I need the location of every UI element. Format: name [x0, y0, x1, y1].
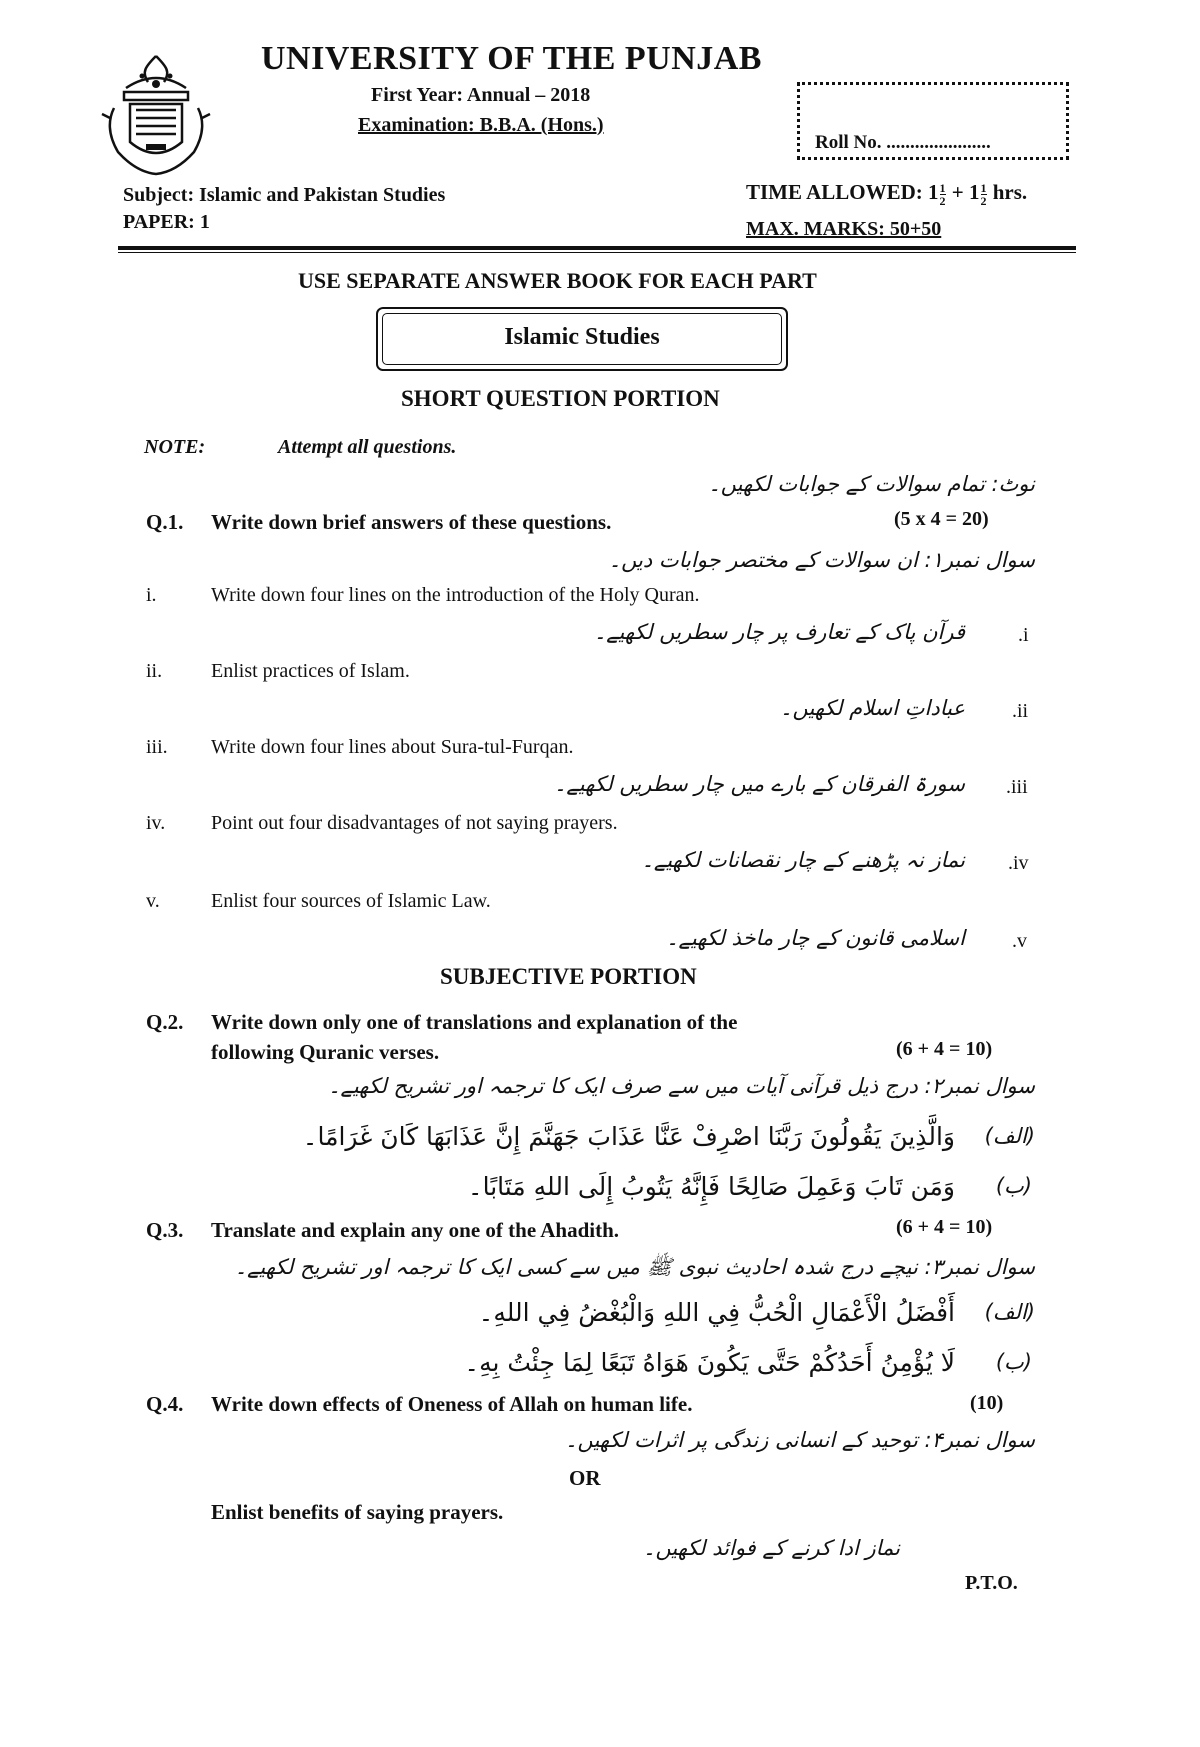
q1-item-1-urdu-num: .i	[1018, 624, 1029, 646]
q2-verse-b-label: (ب)	[995, 1174, 1032, 1198]
q2-verse-a: وَالَّذِينَ يَقُولُونَ رَبَّنَا اصْرِفْ عَنَّا عَذَابَ جَهَنَّمَ إِنَّ عَذَابَهَا كَانَ غَرَامًا۔	[302, 1122, 955, 1151]
q3-hadith-b: لَا يُؤْمِنُ أَحَدُكُمْ حَتَّى يَكُونَ هَوَاهُ تَبَعًا لِمَا جِئْتُ بِهِ۔	[464, 1348, 955, 1377]
university-title: UNIVERSITY OF THE PUNJAB	[261, 40, 762, 77]
q1-item-4-urdu: نماز نہ پڑھنے کے چار نقصانات لکھیے۔	[641, 848, 965, 872]
q4-alt-text: Enlist benefits of saying prayers.	[211, 1500, 504, 1524]
q1-item-3-text: Write down four lines about Sura-tul-Furqan.	[211, 736, 574, 758]
please-turn-over: P.T.O.	[965, 1572, 1018, 1594]
q4-or: OR	[569, 1466, 601, 1490]
q3-hadith-b-label: (ب)	[995, 1350, 1032, 1374]
note-text: Attempt all questions.	[278, 436, 457, 458]
time-allowed	[746, 180, 1027, 207]
q4-urdu: سوال نمبر۴: توحید کے انسانی زندگی پر اثرات لکھیں۔	[565, 1428, 1035, 1452]
time-plus: + 1	[951, 180, 980, 204]
q1-item-2-text: Enlist practices of Islam.	[211, 660, 410, 682]
note-urdu: نوٹ: تمام سوالات کے جوابات لکھیں۔	[708, 472, 1035, 496]
q2-text-line2: following Quranic verses.	[211, 1040, 440, 1064]
subject-line: Subject: Islamic and Pakistan Studies	[123, 184, 446, 206]
half-fraction: $\frac{1}{2}$	[939, 180, 946, 208]
q3-hadith-a-label: (الف)	[984, 1300, 1035, 1324]
max-marks: MAX. MARKS: 50+50	[746, 218, 942, 240]
q1-item-3-num: iii.	[146, 736, 168, 758]
q3-hadith-a: أَفْضَلُ الْأَعْمَالِ الْحُبُّ فِي اللهِ وَالْبُغْضُ فِي اللهِ۔	[478, 1298, 955, 1327]
q2-marks: (6 + 4 = 10)	[896, 1038, 993, 1060]
q4-text: Write down effects of Oneness of Allah on human life.	[211, 1392, 693, 1416]
q3-text: Translate and explain any one of the Ahadith.	[211, 1218, 620, 1242]
separate-answer-book-instruction: USE SEPARATE ANSWER BOOK FOR EACH PART	[298, 268, 817, 293]
q1-item-5-urdu: اسلامی قانون کے چار ماخذ لکھیے۔	[666, 926, 965, 950]
q2-text-line1: Write down only one of translations and explanation of the	[211, 1010, 738, 1034]
q2-verse-a-label: (الف)	[984, 1124, 1035, 1148]
q1-item-5-text: Enlist four sources of Islamic Law.	[211, 890, 491, 912]
q1-item-4-text: Point out four disadvantages of not saying prayers.	[211, 812, 618, 834]
paper-number: PAPER: 1	[123, 211, 210, 233]
q2-verse-b: وَمَن تَابَ وَعَمِلَ صَالِحًا فَإِنَّهُ يَتُوبُ إِلَى اللهِ مَتَابًا۔	[467, 1172, 955, 1201]
q3-urdu: سوال نمبر۳: نیچے درج شدہ احادیث نبوی ﷺ میں سے کسی ایک کا ترجمہ اور تشریح لکھیے۔	[234, 1255, 1035, 1279]
exam-name: Examination: B.B.A. (Hons.)	[358, 114, 604, 136]
q1-item-2-num: ii.	[146, 660, 163, 682]
q1-marks: (5 x 4 = 20)	[894, 508, 989, 530]
part-title: Islamic Studies	[504, 324, 660, 350]
q1-text: Write down brief answers of these questions.	[211, 510, 612, 534]
roll-number-label: Roll No. ......................	[815, 132, 991, 153]
q4-marks: (10)	[970, 1392, 1004, 1414]
header-divider	[118, 246, 1076, 250]
q1-item-2-urdu-num: .ii	[1012, 700, 1029, 722]
q4-label: Q.4.	[146, 1392, 184, 1416]
q2-urdu: سوال نمبر۲: درج ذیل قرآنی آیات میں سے صرف ایک کا ترجمہ اور تشریح لکھیے۔	[328, 1074, 1035, 1098]
q3-label: Q.3.	[146, 1218, 184, 1242]
q1-item-1-urdu: قرآن پاک کے تعارف پر چار سطریں لکھیے۔	[593, 620, 965, 644]
q1-item-3-urdu: سورۃ الفرقان کے بارے میں چار سطریں لکھیے۔	[554, 772, 965, 796]
q1-item-4-urdu-num: .iv	[1008, 852, 1029, 874]
q3-marks: (6 + 4 = 10)	[896, 1216, 993, 1238]
q1-urdu: سوال نمبر۱: ان سوالات کے مختصر جوابات دیں۔	[608, 548, 1035, 572]
q1-item-4-num: iv.	[146, 812, 166, 834]
exam-year: First Year: Annual – 2018	[371, 84, 591, 106]
subjective-heading: SUBJECTIVE PORTION	[440, 964, 697, 989]
q1-item-3-urdu-num: .iii	[1006, 776, 1028, 798]
q1-item-1-text: Write down four lines on the introduction of the Holy Quran.	[211, 584, 700, 606]
university-crest-logo	[96, 48, 216, 178]
half-fraction: $\frac{1}{2}$	[980, 180, 987, 208]
q1-label: Q.1.	[146, 510, 184, 534]
q1-item-2-urdu: عباداتِ اسلام لکھیں۔	[780, 696, 965, 720]
header-divider-thin	[118, 252, 1076, 253]
time-hours: hrs.	[992, 180, 1028, 204]
short-question-heading: SHORT QUESTION PORTION	[401, 386, 720, 411]
time-allowed-label: TIME ALLOWED: 1	[746, 180, 939, 204]
q1-item-5-num: v.	[146, 890, 160, 912]
q1-item-5-urdu-num: .v	[1012, 930, 1027, 952]
q2-label: Q.2.	[146, 1010, 184, 1034]
note-label: NOTE:	[144, 436, 206, 458]
q1-item-1-num: i.	[146, 584, 157, 606]
q4-alt-urdu: نماز ادا کرنے کے فوائد لکھیں۔	[643, 1536, 900, 1560]
